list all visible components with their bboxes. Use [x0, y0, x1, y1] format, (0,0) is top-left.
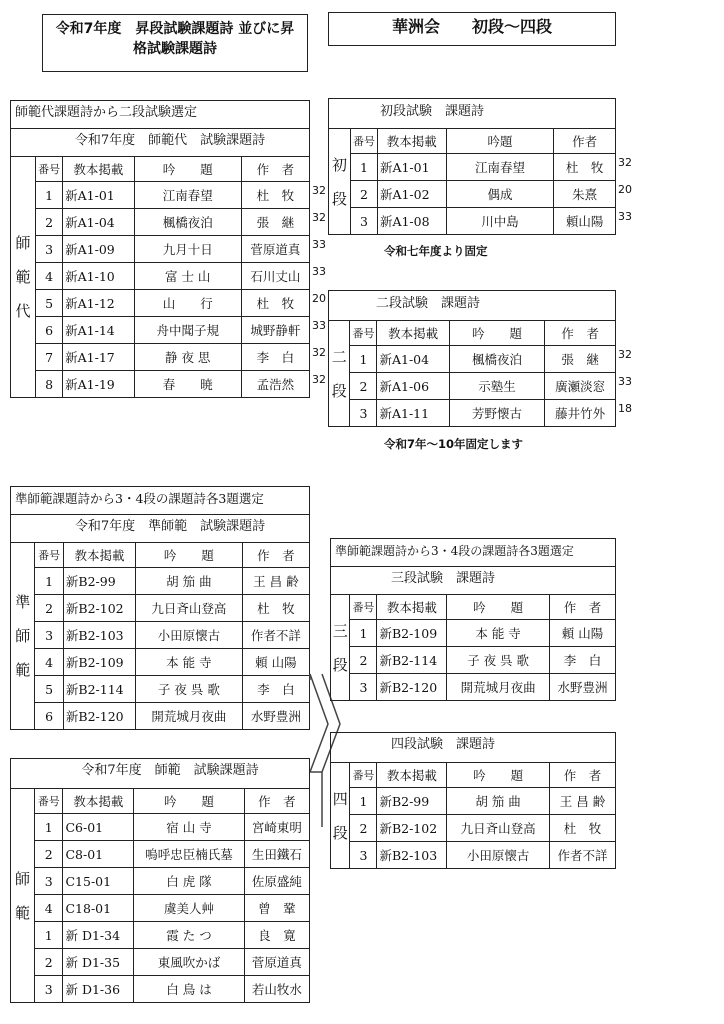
row-number: 2 — [36, 209, 63, 236]
main-title: 令和7年度 昇段試験課題詩 並びに昇格試験課題詩 — [55, 21, 295, 57]
table-row — [331, 620, 616, 647]
row-author: 若山牧水 — [244, 976, 309, 1003]
yondan-group-label: 四 段 — [331, 763, 350, 869]
shodan-note: 令和七年度より固定 — [384, 244, 488, 258]
row-reference: 新B2-102 — [63, 595, 135, 622]
row-number: 2 — [35, 841, 63, 868]
row-reference: 新B2-114 — [377, 647, 447, 674]
col-header-reference: 教本掲載 — [377, 129, 446, 154]
side-count-number: 32 — [312, 345, 326, 359]
col-header-title: 吟 題 — [447, 595, 550, 620]
row-reference: 新 D1-35 — [63, 949, 134, 976]
row-author: 李 白 — [241, 344, 309, 371]
row-poem-title: 江南春望 — [446, 154, 554, 181]
nidan-table — [328, 320, 616, 427]
col-header-number: 番号 — [350, 321, 377, 346]
table-row — [11, 841, 310, 868]
yondan-table — [330, 762, 616, 869]
row-number: 1 — [35, 922, 63, 949]
side-count-number: 20 — [618, 182, 632, 196]
row-poem-title: 偶成 — [446, 181, 554, 208]
row-reference: 新A1-11 — [377, 400, 449, 427]
table-row — [331, 674, 616, 701]
table-row — [331, 788, 616, 815]
row-number: 8 — [36, 371, 63, 398]
table-row — [329, 373, 616, 400]
table-row — [11, 263, 310, 290]
row-poem-title: 山 行 — [134, 290, 241, 317]
row-poem-title: 虞美人艸 — [134, 895, 244, 922]
table-header-row — [331, 763, 616, 788]
sandan-title: 三段試験 課題詩 — [330, 566, 616, 594]
row-number: 1 — [350, 788, 377, 815]
row-poem-title: 開荒城月夜曲 — [136, 703, 243, 730]
row-poem-title: 東風吹かば — [134, 949, 244, 976]
table-row — [329, 208, 616, 235]
row-number: 1 — [350, 620, 377, 647]
row-author: 水野豊洲 — [242, 703, 309, 730]
col-header-number: 番号 — [350, 763, 377, 788]
junshihan-sub-title: 令和7年度 準師範 試験課題詩 — [10, 514, 310, 542]
row-reference: 新B2-102 — [377, 815, 447, 842]
row-author: 頼 山陽 — [242, 649, 309, 676]
row-number: 2 — [350, 373, 377, 400]
table-header-row — [329, 129, 616, 154]
table-row — [11, 868, 310, 895]
row-number: 4 — [35, 895, 63, 922]
shihandai-sub-title: 令和7年度 師範代 試験課題詩 — [10, 128, 310, 156]
row-poem-title: 本 能 寺 — [447, 620, 550, 647]
row-poem-title: 白 鳥 は — [134, 976, 244, 1003]
shihan-table — [10, 788, 310, 1003]
shodan-group-label: 初 段 — [329, 129, 351, 235]
row-poem-title: 霞 た つ — [134, 922, 244, 949]
table-row — [329, 346, 616, 373]
row-author: 作者不詳 — [242, 622, 309, 649]
row-poem-title: 春 暁 — [134, 371, 241, 398]
row-reference: 新A1-09 — [63, 236, 135, 263]
row-author: 廣瀬淡窓 — [545, 373, 616, 400]
side-count-number: 20 — [312, 291, 326, 305]
table-row — [11, 371, 310, 398]
side-count-number: 33 — [618, 374, 632, 388]
side-count-number: 32 — [618, 155, 632, 169]
nidan-group-label: 二 段 — [329, 321, 350, 427]
side-count-number: 33 — [312, 264, 326, 278]
row-number: 6 — [36, 317, 63, 344]
row-poem-title: 舟中聞子規 — [134, 317, 241, 344]
row-number: 3 — [350, 842, 377, 869]
row-number: 1 — [350, 154, 377, 181]
row-number: 7 — [36, 344, 63, 371]
side-count-number: 32 — [312, 210, 326, 224]
row-author: 菅原道真 — [241, 236, 309, 263]
row-author: 藤井竹外 — [545, 400, 616, 427]
shodan-table — [328, 128, 616, 235]
row-author: 頼 山陽 — [549, 620, 615, 647]
table-row — [329, 400, 616, 427]
row-author: 水野豊洲 — [549, 674, 615, 701]
col-header-author: 作 者 — [244, 789, 309, 814]
row-number: 1 — [350, 346, 377, 373]
col-header-number: 番号 — [36, 157, 63, 182]
row-number: 1 — [35, 568, 64, 595]
row-poem-title: 胡 笳 曲 — [447, 788, 550, 815]
row-author: 杜 牧 — [549, 815, 615, 842]
row-number: 3 — [350, 208, 377, 235]
row-poem-title: 示塾生 — [449, 373, 545, 400]
shihan-sub-title: 令和7年度 師範 試験課題詩 — [10, 758, 310, 788]
table-row — [11, 976, 310, 1003]
table-row — [11, 236, 310, 263]
shihandai-group-label: 師 範 代 — [11, 157, 36, 398]
nidan-note: 令和7年～10年固定します — [384, 437, 524, 451]
table-row — [11, 595, 310, 622]
table-row — [331, 842, 616, 869]
row-reference: 新A1-02 — [377, 181, 446, 208]
table-header-row — [329, 321, 616, 346]
row-reference: 新A1-14 — [63, 317, 135, 344]
table-row — [11, 344, 310, 371]
row-author: 杜 牧 — [242, 595, 309, 622]
row-number: 6 — [35, 703, 64, 730]
sandan-section-title: 準師範課題詩から3・4段の課題詩各3題選定 — [330, 538, 616, 566]
col-header-title: 吟 題 — [134, 789, 244, 814]
row-number: 3 — [350, 674, 377, 701]
org-title: 華洲会 初段～四段 — [391, 17, 552, 36]
row-author: 良 寛 — [244, 922, 309, 949]
row-author: 佐原盛純 — [244, 868, 309, 895]
row-poem-title: 宿 山 寺 — [134, 814, 244, 841]
table-row — [11, 290, 310, 317]
col-header-author: 作 者 — [549, 763, 615, 788]
row-author: 張 継 — [241, 209, 309, 236]
row-poem-title: 小田原懐古 — [136, 622, 243, 649]
row-poem-title: 白 虎 隊 — [134, 868, 244, 895]
row-author: 李 白 — [549, 647, 615, 674]
col-header-author: 作者 — [554, 129, 616, 154]
table-row — [11, 922, 310, 949]
row-number: 1 — [36, 182, 63, 209]
row-reference: 新A1-06 — [377, 373, 449, 400]
row-poem-title: 開荒城月夜曲 — [447, 674, 550, 701]
row-poem-title: 嗚呼忠臣楠氏墓 — [134, 841, 244, 868]
row-author: 曾 鞏 — [244, 895, 309, 922]
table-header-row — [11, 789, 310, 814]
side-count-number: 32 — [618, 347, 632, 361]
table-row — [11, 703, 310, 730]
row-reference: 新A1-19 — [63, 371, 135, 398]
row-author: 頼山陽 — [554, 208, 616, 235]
side-count-number: 32 — [312, 183, 326, 197]
row-reference: 新A1-01 — [377, 154, 446, 181]
col-header-title: 吟 題 — [136, 543, 243, 568]
row-author: 杜 牧 — [241, 290, 309, 317]
row-reference: 新B2-103 — [377, 842, 447, 869]
col-header-reference: 教本掲載 — [377, 321, 449, 346]
table-row — [11, 209, 310, 236]
row-author: 王 昌 齢 — [242, 568, 309, 595]
row-reference: 新A1-04 — [63, 209, 135, 236]
sandan-group-label: 三 段 — [331, 595, 350, 701]
row-number: 2 — [350, 815, 377, 842]
row-author: 菅原道真 — [244, 949, 309, 976]
col-header-number: 番号 — [35, 789, 63, 814]
row-reference: 新 D1-34 — [63, 922, 134, 949]
col-header-reference: 教本掲載 — [63, 789, 134, 814]
row-poem-title: 子 夜 呉 歌 — [136, 676, 243, 703]
junshihan-section-title: 準師範課題詩から3・4段の課題詩各3題選定 — [10, 486, 310, 514]
row-author: 杜 牧 — [554, 154, 616, 181]
junshihan-group-label: 準 師 範 — [11, 543, 35, 730]
col-header-author: 作 者 — [549, 595, 615, 620]
shihandai-table — [10, 156, 310, 398]
col-header-number: 番号 — [35, 543, 64, 568]
table-row — [11, 949, 310, 976]
col-header-reference: 教本掲載 — [377, 595, 447, 620]
row-number: 1 — [35, 814, 63, 841]
row-reference: C8-01 — [63, 841, 134, 868]
table-row — [329, 181, 616, 208]
row-number: 2 — [35, 595, 64, 622]
row-number: 4 — [36, 263, 63, 290]
col-header-author: 作 者 — [242, 543, 309, 568]
row-poem-title: 楓橋夜泊 — [449, 346, 545, 373]
row-author: 宮崎東明 — [244, 814, 309, 841]
yondan-title: 四段試験 課題詩 — [330, 732, 616, 762]
row-author: 孟浩然 — [241, 371, 309, 398]
row-author: 王 昌 齢 — [549, 788, 615, 815]
row-number: 3 — [35, 976, 63, 1003]
row-author: 李 白 — [242, 676, 309, 703]
table-row — [11, 814, 310, 841]
row-poem-title: 楓橋夜泊 — [134, 209, 241, 236]
col-header-title: 吟 題 — [134, 157, 241, 182]
row-reference: C18-01 — [63, 895, 134, 922]
row-poem-title: 富 士 山 — [134, 263, 241, 290]
side-count-number: 33 — [618, 209, 632, 223]
row-reference: 新A1-17 — [63, 344, 135, 371]
table-row — [11, 568, 310, 595]
row-poem-title: 本 能 寺 — [136, 649, 243, 676]
row-number: 2 — [35, 949, 63, 976]
row-reference: 新A1-12 — [63, 290, 135, 317]
col-header-author: 作 者 — [241, 157, 309, 182]
col-header-number: 番号 — [350, 129, 377, 154]
row-poem-title: 芳野懐古 — [449, 400, 545, 427]
row-reference: 新B2-99 — [63, 568, 135, 595]
sandan-table — [330, 594, 616, 701]
table-header-row — [11, 157, 310, 182]
row-reference: 新B2-109 — [377, 620, 447, 647]
col-header-reference: 教本掲載 — [377, 763, 447, 788]
row-poem-title: 九月十日 — [134, 236, 241, 263]
row-poem-title: 胡 笳 曲 — [136, 568, 243, 595]
row-reference: C15-01 — [63, 868, 134, 895]
row-poem-title: 九日斉山登高 — [447, 815, 550, 842]
table-header-row — [11, 543, 310, 568]
row-poem-title: 九日斉山登高 — [136, 595, 243, 622]
row-number: 5 — [35, 676, 64, 703]
col-header-title: 吟 題 — [449, 321, 545, 346]
row-number: 3 — [35, 868, 63, 895]
col-header-title: 吟 題 — [447, 763, 550, 788]
side-count-number: 32 — [312, 372, 326, 386]
row-reference: 新A1-04 — [377, 346, 449, 373]
main-title-box — [42, 14, 308, 72]
row-author: 杜 牧 — [241, 182, 309, 209]
col-header-number: 番号 — [350, 595, 377, 620]
col-header-reference: 教本掲載 — [63, 157, 135, 182]
row-author: 作者不詳 — [549, 842, 615, 869]
col-header-author: 作 者 — [545, 321, 616, 346]
shodan-title: 初段試験 課題詩 — [380, 104, 485, 119]
side-count-number: 33 — [312, 318, 326, 332]
junshihan-table — [10, 542, 310, 730]
row-number: 3 — [350, 400, 377, 427]
table-row — [11, 182, 310, 209]
row-author: 城野静軒 — [241, 317, 309, 344]
table-header-row — [331, 595, 616, 620]
row-reference: 新B2-114 — [63, 676, 135, 703]
row-poem-title: 川中島 — [446, 208, 554, 235]
row-poem-title: 小田原懐古 — [447, 842, 550, 869]
org-title-box — [328, 12, 616, 46]
row-number: 3 — [35, 622, 64, 649]
col-header-reference: 教本掲載 — [63, 543, 135, 568]
nidan-title: 二段試験 課題詩 — [376, 296, 481, 311]
table-row — [11, 649, 310, 676]
row-reference: 新A1-01 — [63, 182, 135, 209]
shihandai-section-title: 師範代課題詩から二段試験選定 — [10, 100, 310, 128]
row-reference: 新B2-120 — [63, 703, 135, 730]
row-number: 2 — [350, 647, 377, 674]
row-reference: 新A1-08 — [377, 208, 446, 235]
row-poem-title: 静 夜 思 — [134, 344, 241, 371]
shihan-group-label: 師 範 — [11, 789, 35, 1003]
row-reference: 新 D1-36 — [63, 976, 134, 1003]
row-author: 石川丈山 — [241, 263, 309, 290]
row-reference: 新A1-10 — [63, 263, 135, 290]
row-author: 朱熹 — [554, 181, 616, 208]
row-reference: 新B2-99 — [377, 788, 447, 815]
table-row — [11, 317, 310, 344]
row-reference: C6-01 — [63, 814, 134, 841]
side-count-number: 33 — [312, 237, 326, 251]
row-author: 生田鐵石 — [244, 841, 309, 868]
row-number: 3 — [36, 236, 63, 263]
table-row — [11, 676, 310, 703]
row-number: 4 — [35, 649, 64, 676]
row-reference: 新B2-109 — [63, 649, 135, 676]
row-poem-title: 江南春望 — [134, 182, 241, 209]
row-number: 5 — [36, 290, 63, 317]
row-author: 張 継 — [545, 346, 616, 373]
row-reference: 新B2-120 — [377, 674, 447, 701]
side-count-number: 18 — [618, 401, 632, 415]
table-row — [331, 815, 616, 842]
col-header-title: 吟題 — [446, 129, 554, 154]
row-reference: 新B2-103 — [63, 622, 135, 649]
row-poem-title: 子 夜 呉 歌 — [447, 647, 550, 674]
table-row — [331, 647, 616, 674]
table-row — [11, 895, 310, 922]
table-row — [11, 622, 310, 649]
table-row — [329, 154, 616, 181]
row-number: 2 — [350, 181, 377, 208]
